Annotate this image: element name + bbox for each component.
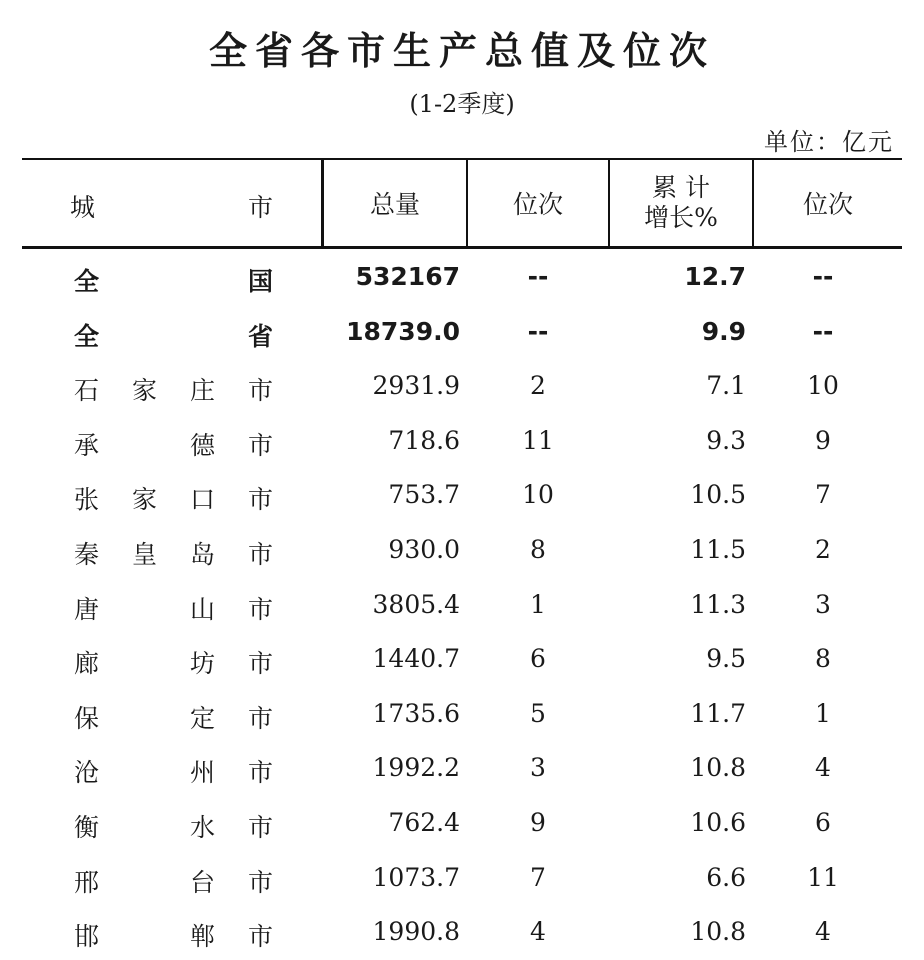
city-char: 市: [248, 430, 274, 460]
total-value: 753.7: [388, 480, 460, 510]
table-row: [22, 687, 902, 742]
total-value: 1990.8: [372, 917, 460, 947]
city-char: 廊: [74, 649, 100, 679]
city-char: 水: [190, 812, 216, 842]
city-char: 国: [248, 267, 274, 296]
growth-rank-value: 7: [815, 480, 831, 510]
city-char: 市: [248, 485, 274, 515]
page-title: 全省各市生产总值及位次: [208, 29, 715, 73]
header-total: 总量: [369, 190, 420, 219]
city-char: 市: [248, 539, 274, 569]
growth-rank-value: 2: [815, 534, 831, 564]
table-row: [22, 305, 902, 360]
unit-label: 单位：亿元: [764, 128, 894, 156]
growth-rank-value: 6: [815, 807, 831, 837]
growth-value: 9.3: [706, 425, 746, 455]
city-char: 唐: [74, 594, 100, 624]
city-char: 皇: [132, 539, 158, 569]
city-char: 家: [132, 485, 158, 515]
header-growth-rank: 位次: [802, 190, 853, 219]
city-char: 衡: [74, 812, 100, 842]
city-char: 省: [248, 321, 274, 351]
total-value: 1440.7: [372, 644, 460, 674]
header-growth-line1: 累 计: [652, 173, 710, 202]
growth-value: 10.8: [690, 753, 746, 783]
growth-rank-value: 11: [807, 862, 839, 892]
rank-value: 2: [530, 371, 546, 401]
table-row: [22, 359, 902, 414]
total-value: 2931.9: [372, 371, 460, 401]
growth-rank-value: --: [812, 262, 834, 291]
period-subtitle: (1-2季度): [409, 90, 515, 118]
table-row: [22, 632, 902, 687]
city-char: 州: [190, 758, 216, 788]
growth-rank-value: --: [812, 316, 834, 346]
table-row: [22, 741, 902, 796]
city-char: 市: [248, 758, 274, 788]
table-row: [22, 905, 902, 960]
growth-value: 10.6: [690, 807, 746, 837]
rank-value: --: [527, 316, 549, 346]
city-char: 市: [248, 922, 274, 952]
rank-value: --: [527, 262, 549, 291]
rank-value: 7: [530, 862, 546, 892]
table-row: [22, 578, 902, 633]
growth-rank-value: 4: [815, 917, 831, 947]
header-rank: 位次: [512, 190, 563, 219]
city-char: 市: [248, 594, 274, 624]
header-bottom-rule: [22, 246, 902, 249]
rank-value: 10: [522, 480, 554, 510]
growth-rank-value: 4: [815, 753, 831, 783]
city-char: 坊: [190, 649, 216, 679]
total-value: 930.0: [388, 534, 460, 564]
growth-value: 12.7: [684, 262, 746, 291]
city-char: 全: [74, 321, 100, 351]
total-value: 18739.0: [346, 316, 460, 346]
city-char: 市: [248, 376, 274, 406]
city-char: 石: [74, 376, 100, 406]
rank-value: 4: [530, 917, 546, 947]
table-row: [22, 523, 902, 578]
city-char: 郸: [190, 922, 216, 952]
table-row: [22, 250, 902, 305]
city-char: 台: [190, 867, 216, 897]
header-city-char-2: 市: [248, 193, 274, 222]
growth-value: 9.5: [706, 644, 746, 674]
city-char: 山: [190, 594, 216, 624]
growth-value: 10.8: [690, 917, 746, 947]
header-city-char-1: 城: [70, 193, 96, 222]
rank-value: 6: [530, 644, 546, 674]
city-char: 市: [248, 703, 274, 733]
rank-value: 11: [522, 425, 554, 455]
growth-value: 11.5: [690, 534, 746, 564]
rank-value: 1: [530, 589, 546, 619]
total-value: 718.6: [388, 425, 460, 455]
city-char: 岛: [190, 539, 216, 569]
growth-value: 7.1: [706, 371, 746, 401]
total-value: 762.4: [388, 807, 460, 837]
total-value: 1735.6: [372, 698, 460, 728]
city-char: 全: [74, 267, 100, 296]
city-char: 庄: [190, 376, 216, 406]
table-row: [22, 414, 902, 469]
city-char: 市: [248, 867, 274, 897]
city-char: 口: [190, 485, 216, 515]
growth-value: 11.3: [690, 589, 746, 619]
city-char: 保: [74, 703, 100, 733]
rank-value: 9: [530, 807, 546, 837]
growth-value: 6.6: [706, 862, 746, 892]
city-char: 邢: [74, 867, 100, 897]
city-char: 张: [74, 485, 100, 515]
city-char: 定: [190, 703, 216, 733]
growth-value: 10.5: [690, 480, 746, 510]
table-row: [22, 796, 902, 851]
growth-rank-value: 1: [815, 698, 831, 728]
table-row: [22, 468, 902, 523]
city-char: 市: [248, 812, 274, 842]
rank-value: 8: [530, 534, 546, 564]
city-char: 秦: [74, 539, 100, 569]
rank-value: 5: [530, 698, 546, 728]
growth-value: 9.9: [701, 316, 746, 346]
growth-rank-value: 3: [815, 589, 831, 619]
growth-rank-value: 8: [815, 644, 831, 674]
growth-value: 11.7: [690, 698, 746, 728]
header-growth: [610, 158, 752, 248]
header-growth-line2: 增长%: [644, 203, 718, 232]
city-char: 邯: [74, 922, 100, 952]
city-char: 沧: [74, 758, 100, 788]
total-value: 1992.2: [372, 753, 460, 783]
total-value: 3805.4: [372, 589, 460, 619]
city-char: 承: [74, 430, 100, 460]
total-value: 532167: [355, 262, 460, 291]
rank-value: 3: [530, 753, 546, 783]
growth-rank-value: 9: [815, 425, 831, 455]
city-char: 家: [132, 376, 158, 406]
city-char: 市: [248, 649, 274, 679]
table-row: [22, 851, 902, 906]
total-value: 1073.7: [372, 862, 460, 892]
city-char: 德: [190, 430, 216, 460]
growth-rank-value: 10: [807, 371, 839, 401]
table-body: [22, 250, 902, 960]
